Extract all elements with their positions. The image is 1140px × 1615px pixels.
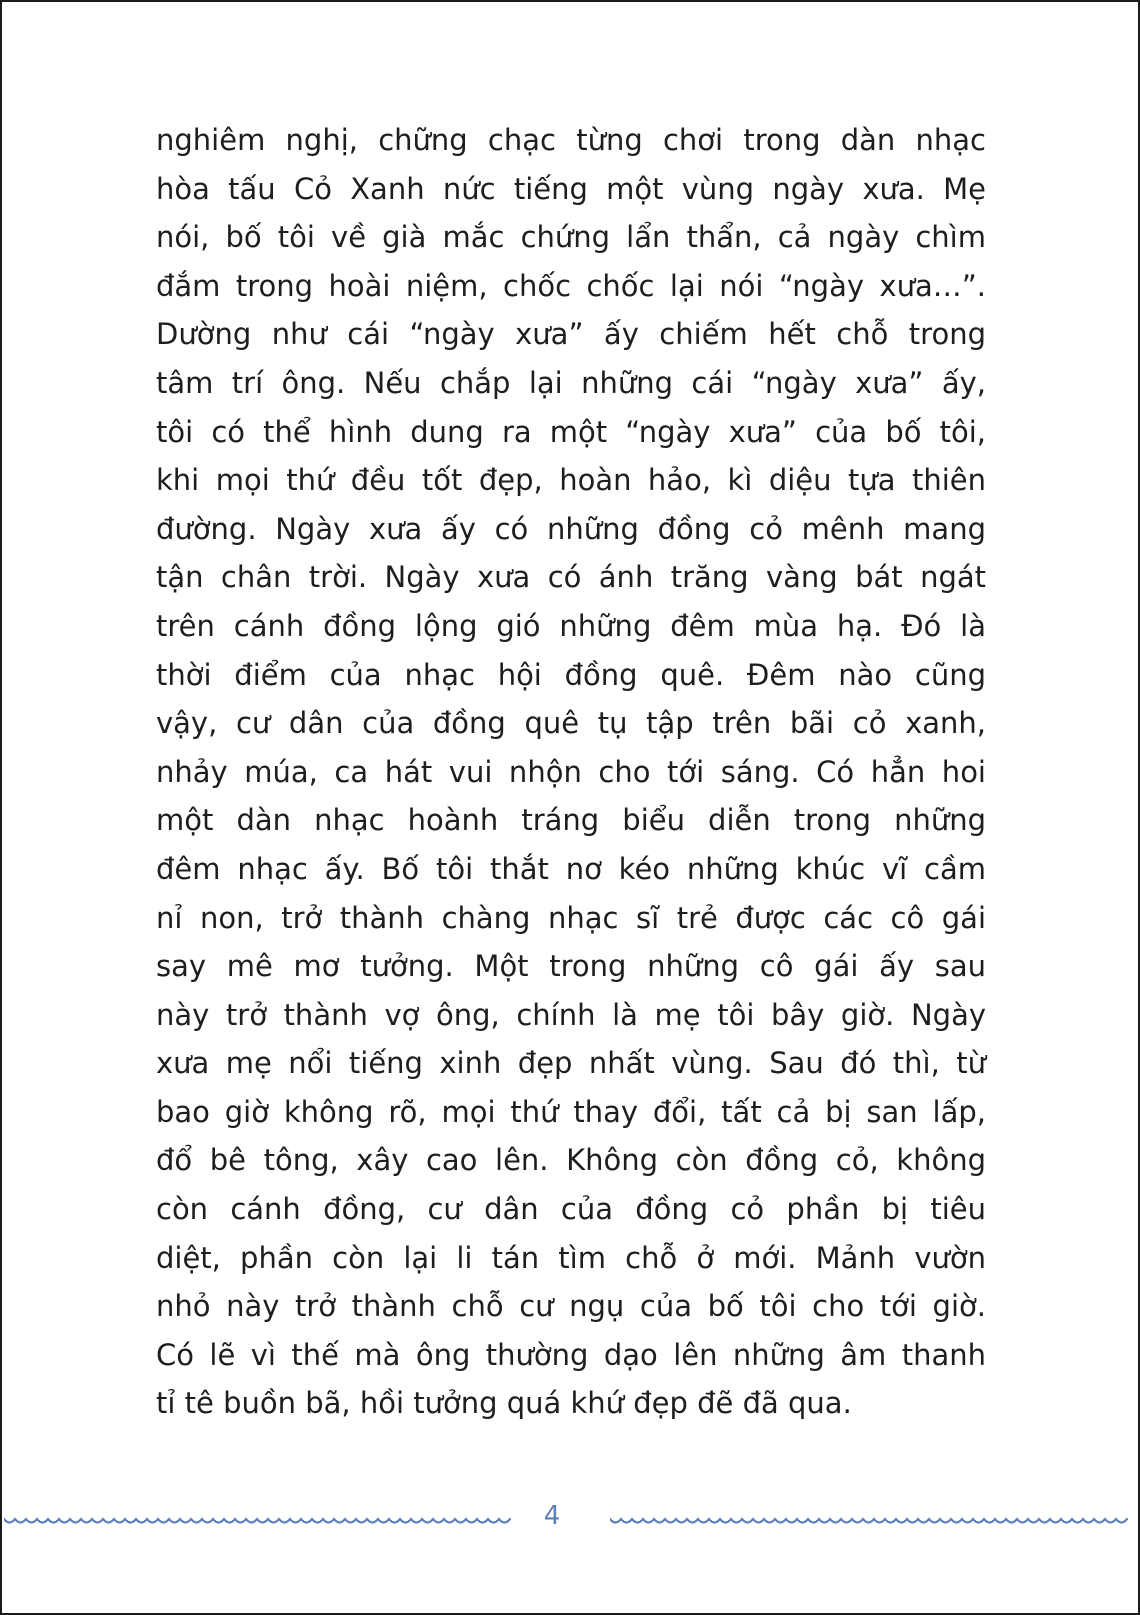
text-line: đêm nhạc ấy. Bố tôi thắt nơ kéo những khúc vĩ cầm: [156, 851, 986, 886]
text-line: nỉ non, trở thành chàng nhạc sĩ trẻ được các cô gái: [156, 900, 986, 935]
text-line: tận chân trời. Ngày xưa có ánh trăng vàng bát ngát: [156, 560, 986, 595]
text-line: say mê mơ tưởng. Một trong những cô gái ấy sau: [156, 949, 986, 984]
text-line: nhảy múa, ca hát vui nhộn cho tới sáng. Có hẳn hoi: [156, 754, 986, 789]
text-line: khi mọi thứ đều tốt đẹp, hoàn hảo, kì diệu tựa thiên: [156, 463, 986, 498]
text-line: trên cánh đồng lộng gió những đêm mùa hạ. Đó là: [156, 608, 986, 643]
page-footer: [2, 1498, 1140, 1548]
text-line: Có lẽ vì thế mà ông thường dạo lên những âm thanh: [156, 1337, 986, 1372]
text-line: xưa mẹ nổi tiếng xinh đẹp nhất vùng. Sau đó thì, từ: [156, 1046, 986, 1081]
text-line: này trở thành vợ ông, chính là mẹ tôi bây giờ. Ngày: [156, 997, 986, 1032]
page-number: 4: [543, 1501, 561, 1531]
text-line: hòa tấu Cỏ Xanh nức tiếng một vùng ngày xưa. Mẹ: [156, 171, 986, 206]
text-line: tâm trí ông. Nếu chắp lại những cái “ngày xưa” ấy,: [156, 365, 986, 400]
text-line: một dàn nhạc hoành tráng biểu diễn trong những: [156, 803, 986, 838]
text-line: đổ bê tông, xây cao lên. Không còn đồng cỏ, không: [156, 1143, 986, 1178]
text-line: nói, bố tôi về già mắc chứng lẩn thẩn, cả ngày chìm: [156, 220, 986, 255]
wave-divider-left-icon: [4, 1514, 512, 1530]
text-line: còn cánh đồng, cư dân của đồng cỏ phần bị tiêu: [156, 1192, 986, 1227]
text-line: diệt, phần còn lại li tán tìm chỗ ở mới. Mảnh vườn: [156, 1240, 986, 1275]
text-line: Dường như cái “ngày xưa” ấy chiếm hết chỗ trong: [156, 317, 986, 352]
body-text: [156, 116, 986, 1428]
text-line: đường. Ngày xưa ấy có những đồng cỏ mênh mang: [156, 511, 986, 546]
text-line: thời điểm của nhạc hội đồng quê. Đêm nào cũng: [156, 657, 986, 692]
text-line: bao giờ không rõ, mọi thứ thay đổi, tất cả bị san lấp,: [156, 1094, 986, 1129]
text-line: tỉ tê buồn bã, hồi tưởng quá khứ đẹp đẽ đã qua.: [156, 1386, 852, 1421]
text-line: nhỏ này trở thành chỗ cư ngụ của bố tôi cho tới giờ.: [156, 1289, 986, 1324]
wave-divider-right-icon: [610, 1514, 1138, 1530]
text-line: tôi có thể hình dung ra một “ngày xưa” của bố tôi,: [156, 414, 986, 449]
text-line: đắm trong hoài niệm, chốc chốc lại nói “ngày xưa…”.: [156, 268, 986, 303]
text-line: nghiêm nghị, chững chạc từng chơi trong dàn nhạc: [156, 123, 986, 157]
text-line: vậy, cư dân của đồng quê tụ tập trên bãi cỏ xanh,: [156, 706, 986, 741]
